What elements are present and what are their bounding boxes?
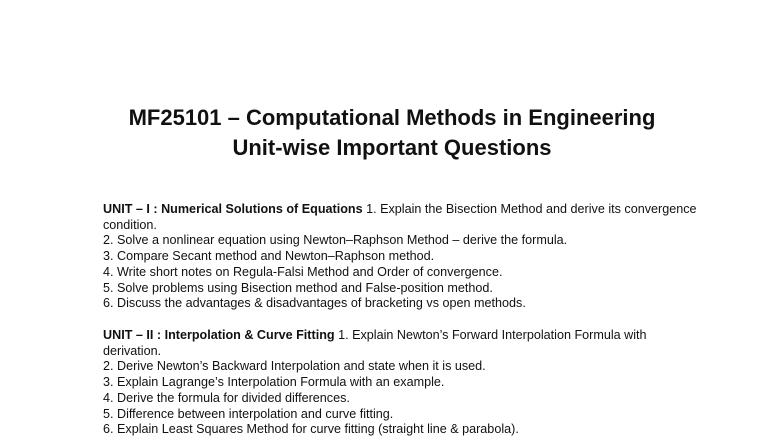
unit-2-question-3: 3. Explain Lagrange’s Interpolation Formula with an example. — [103, 375, 445, 390]
unit-1-question-4: 4. Write short notes on Regula-Falsi Method and Order of convergence. — [103, 264, 503, 279]
document-subtitle: Unit-wise Important Questions — [232, 135, 552, 160]
unit-1-question-1: 1. Explain the Bisection Method and derive its convergence condition. — [103, 202, 697, 232]
unit-1-question-2: 2. Solve a nonlinear equation using Newton–Raphson Method – derive the formula. — [103, 233, 568, 248]
unit-2-question-2: 2. Derive Newton’s Backward Interpolation and state when it is used. — [103, 359, 486, 374]
unit-1-section — [103, 202, 703, 312]
unit-2-question-1: 1. Explain Newton’s Forward Interpolation Formula with derivation. — [103, 328, 647, 358]
unit-1-first-line — [103, 202, 703, 233]
unit-2-question-6: 6. Explain Least Squares Method for curve fitting (straight line & parabola). — [103, 422, 519, 437]
unit-2-section — [103, 328, 703, 438]
unit-2-heading: UNIT – II : Interpolation & Curve Fitting — [103, 328, 335, 342]
unit-1-heading: UNIT – I : Numerical Solutions of Equations — [103, 202, 363, 216]
document-title: MF25101 – Computational Methods in Engineering — [128, 105, 656, 130]
unit-1-question-3: 3. Compare Secant method and Newton–Raphson method. — [103, 249, 435, 264]
unit-1-question-6: 6. Discuss the advantages & disadvantages of bracketing vs open methods. — [103, 296, 526, 311]
unit-2-question-5: 5. Difference between interpolation and curve fitting. — [103, 406, 394, 421]
unit-2-question-4: 4. Derive the formula for divided differences. — [103, 390, 350, 405]
unit-2-first-line — [103, 328, 703, 359]
unit-1-question-5: 5. Solve problems using Bisection method and False-position method. — [103, 280, 493, 295]
